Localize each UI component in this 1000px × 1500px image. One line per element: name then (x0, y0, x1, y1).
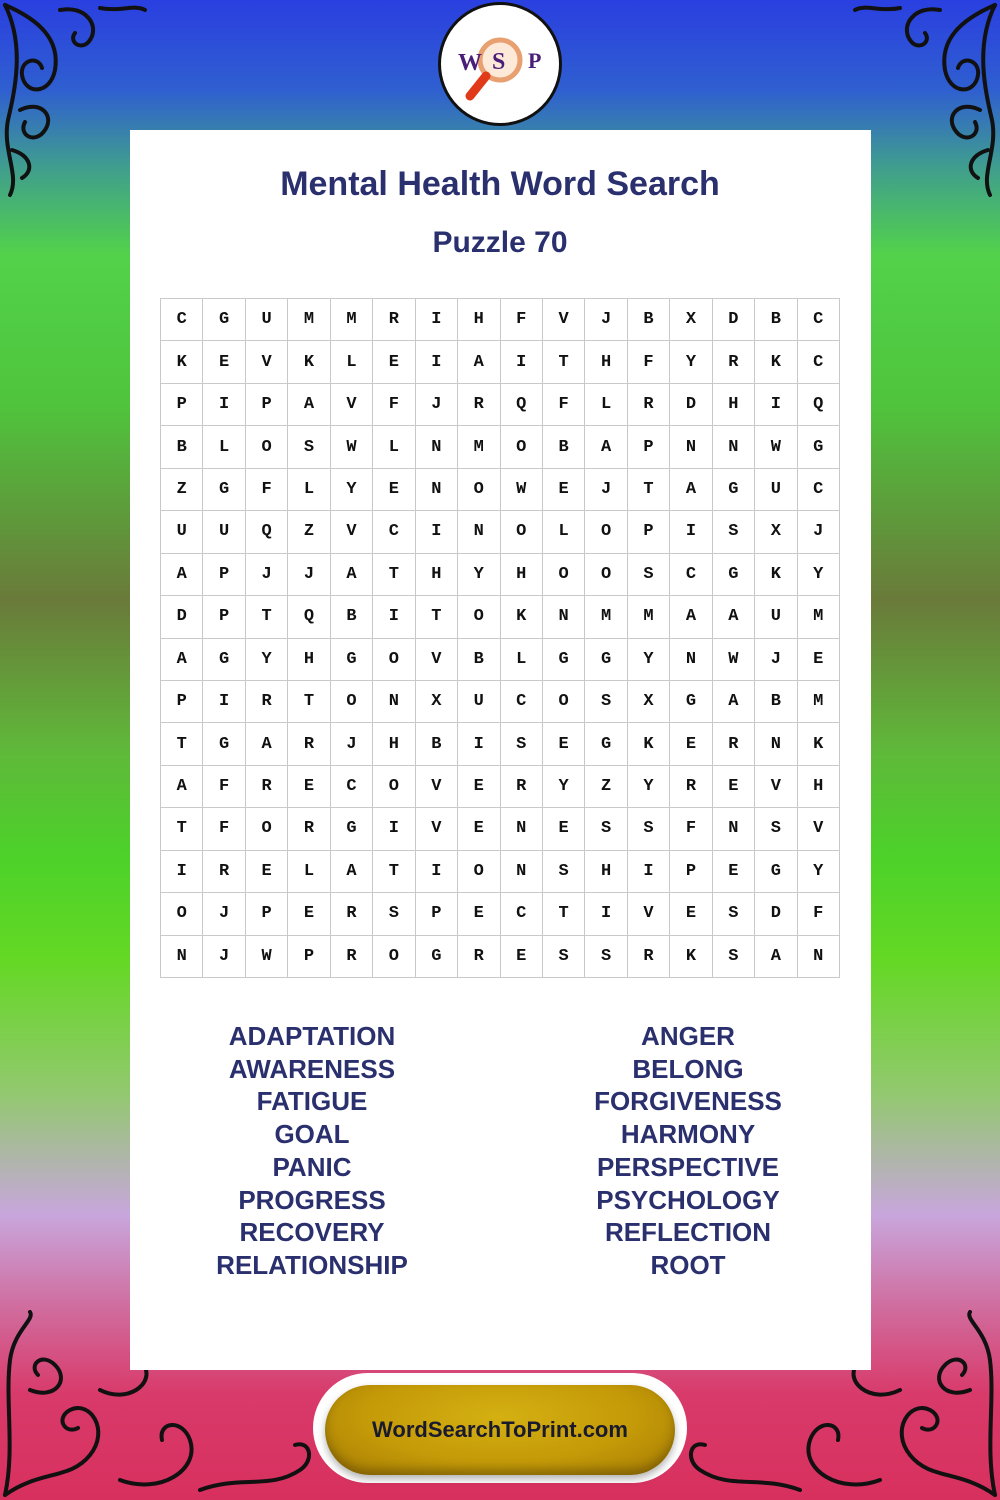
word-item: HARMONY (620, 1119, 756, 1150)
grid-cell[interactable]: Y (246, 639, 288, 681)
grid-cell[interactable]: K (288, 341, 330, 383)
grid-cell[interactable]: O (373, 936, 415, 978)
grid-cell[interactable]: R (458, 384, 500, 426)
grid-cell[interactable]: G (203, 723, 245, 765)
grid-cell[interactable]: P (161, 384, 203, 426)
grid-cell[interactable]: M (798, 596, 840, 638)
grid-cell[interactable]: B (416, 723, 458, 765)
grid-cell[interactable]: R (246, 681, 288, 723)
grid-cell[interactable]: P (288, 936, 330, 978)
grid-cell[interactable]: N (501, 808, 543, 850)
word-item: REFLECTION (604, 1217, 772, 1248)
grid-cell[interactable]: R (501, 766, 543, 808)
grid-cell[interactable]: C (373, 511, 415, 553)
grid-cell[interactable]: O (246, 808, 288, 850)
grid-cell[interactable]: F (670, 808, 712, 850)
grid-cell[interactable]: A (585, 426, 627, 468)
grid-cell[interactable]: A (670, 469, 712, 511)
grid-cell[interactable]: U (458, 681, 500, 723)
grid-cell[interactable]: K (798, 723, 840, 765)
grid-cell[interactable]: L (501, 639, 543, 681)
grid-cell[interactable]: F (543, 384, 585, 426)
grid-cell[interactable]: L (288, 851, 330, 893)
word-item: PERSPECTIVE (596, 1151, 780, 1182)
grid-cell[interactable]: W (331, 426, 373, 468)
grid-cell[interactable]: L (543, 511, 585, 553)
grid-cell[interactable]: I (501, 341, 543, 383)
grid-cell[interactable]: D (713, 299, 755, 341)
grid-cell[interactable]: W (755, 426, 797, 468)
grid-cell[interactable]: H (798, 766, 840, 808)
grid-cell[interactable]: P (416, 893, 458, 935)
grid-cell[interactable]: E (670, 893, 712, 935)
grid-cell[interactable]: D (161, 596, 203, 638)
grid-cell[interactable]: O (373, 639, 415, 681)
grid-cell[interactable]: R (331, 893, 373, 935)
page-title: Mental Health Word Search (280, 165, 720, 203)
grid-cell[interactable]: K (670, 936, 712, 978)
grid-cell[interactable]: J (246, 554, 288, 596)
grid-cell[interactable]: O (373, 766, 415, 808)
word-item: FATIGUE (256, 1086, 368, 1117)
grid-cell[interactable]: N (501, 851, 543, 893)
grid-cell[interactable]: A (161, 766, 203, 808)
grid-cell[interactable]: J (416, 384, 458, 426)
grid-cell[interactable]: F (203, 766, 245, 808)
grid-cell[interactable]: R (628, 936, 670, 978)
grid-cell[interactable]: E (458, 808, 500, 850)
grid-cell[interactable]: S (585, 936, 627, 978)
grid-cell[interactable]: P (246, 384, 288, 426)
grid-cell[interactable]: C (161, 299, 203, 341)
grid-cell[interactable]: E (798, 639, 840, 681)
grid-cell[interactable]: S (628, 808, 670, 850)
grid-cell[interactable]: T (543, 341, 585, 383)
grid-cell[interactable]: S (713, 893, 755, 935)
grid-cell[interactable]: J (798, 511, 840, 553)
grid-cell[interactable]: L (288, 469, 330, 511)
grid-cell[interactable]: S (543, 851, 585, 893)
grid-cell[interactable]: G (543, 639, 585, 681)
grid-cell[interactable]: S (628, 554, 670, 596)
word-item: RELATIONSHIP (216, 1249, 408, 1280)
grid-cell[interactable]: E (246, 851, 288, 893)
grid-cell[interactable]: Q (288, 596, 330, 638)
grid-cell[interactable]: G (670, 681, 712, 723)
grid-cell[interactable]: T (543, 893, 585, 935)
grid-cell[interactable]: E (543, 469, 585, 511)
grid-cell[interactable]: G (585, 639, 627, 681)
grid-cell[interactable]: F (246, 469, 288, 511)
grid-cell[interactable]: W (713, 639, 755, 681)
logo-letter-w: W (458, 50, 482, 76)
word-item: PROGRESS (238, 1184, 386, 1215)
grid-cell[interactable]: P (628, 511, 670, 553)
word-item: ANGER (641, 1021, 735, 1051)
grid-cell[interactable]: E (373, 469, 415, 511)
grid-cell[interactable]: P (161, 681, 203, 723)
grid-cell[interactable]: F (501, 299, 543, 341)
grid-cell[interactable]: V (798, 808, 840, 850)
grid-cell[interactable]: G (585, 723, 627, 765)
grid-cell[interactable]: Y (458, 554, 500, 596)
grid-cell[interactable]: G (416, 936, 458, 978)
grid-cell[interactable]: J (585, 469, 627, 511)
grid-cell[interactable]: O (458, 596, 500, 638)
grid-cell[interactable]: S (373, 893, 415, 935)
grid-cell[interactable]: V (416, 639, 458, 681)
grid-cell[interactable]: H (585, 851, 627, 893)
puzzle-number: Puzzle 70 (432, 226, 568, 259)
grid-cell[interactable]: A (288, 384, 330, 426)
grid-cell[interactable]: H (713, 384, 755, 426)
grid-cell[interactable]: U (755, 596, 797, 638)
grid-cell[interactable]: F (798, 893, 840, 935)
grid-cell[interactable]: A (713, 681, 755, 723)
grid-cell[interactable]: J (288, 554, 330, 596)
grid-cell[interactable]: N (373, 681, 415, 723)
grid-cell[interactable]: I (585, 893, 627, 935)
grid-cell[interactable]: Y (798, 851, 840, 893)
grid-cell[interactable]: B (161, 426, 203, 468)
grid-cell[interactable]: P (203, 596, 245, 638)
letter-grid (160, 298, 840, 978)
grid-cell[interactable]: E (458, 766, 500, 808)
grid-cell[interactable]: Y (543, 766, 585, 808)
grid-cell[interactable]: S (585, 681, 627, 723)
wsp-logo (438, 2, 562, 126)
grid-cell[interactable]: C (798, 341, 840, 383)
grid-cell[interactable]: K (755, 554, 797, 596)
grid-cell[interactable]: I (373, 596, 415, 638)
grid-cell[interactable]: F (203, 808, 245, 850)
grid-cell[interactable]: R (288, 808, 330, 850)
grid-cell[interactable]: I (670, 511, 712, 553)
word-list-right (538, 1020, 838, 1282)
grid-cell[interactable]: V (543, 299, 585, 341)
grid-cell[interactable]: R (288, 723, 330, 765)
site-button[interactable] (325, 1385, 675, 1475)
grid-cell[interactable]: A (331, 851, 373, 893)
grid-cell[interactable]: S (755, 808, 797, 850)
grid-cell[interactable]: O (585, 511, 627, 553)
grid-cell[interactable]: S (585, 808, 627, 850)
grid-cell[interactable]: V (628, 893, 670, 935)
site-url: WordSearchToPrint.com (372, 1417, 628, 1442)
grid-cell[interactable]: H (585, 341, 627, 383)
grid-cell[interactable]: B (458, 639, 500, 681)
word-item: PSYCHOLOGY (596, 1184, 780, 1215)
grid-cell[interactable]: I (416, 341, 458, 383)
grid-cell[interactable]: X (628, 681, 670, 723)
grid-cell[interactable]: G (713, 554, 755, 596)
grid-cell[interactable]: A (713, 596, 755, 638)
grid-cell[interactable]: S (543, 936, 585, 978)
grid-cell[interactable]: I (416, 299, 458, 341)
grid-cell[interactable]: E (670, 723, 712, 765)
grid-cell[interactable]: F (373, 384, 415, 426)
grid-cell[interactable]: I (416, 511, 458, 553)
grid-cell[interactable]: M (798, 681, 840, 723)
grid-cell[interactable]: R (246, 766, 288, 808)
grid-cell[interactable]: B (755, 299, 797, 341)
grid-cell[interactable]: F (628, 341, 670, 383)
grid-cell[interactable]: I (628, 851, 670, 893)
word-item: AWARENESS (228, 1053, 396, 1084)
grid-cell[interactable]: Z (288, 511, 330, 553)
grid-cell[interactable]: M (458, 426, 500, 468)
grid-cell[interactable]: T (628, 469, 670, 511)
grid-cell[interactable]: V (331, 384, 373, 426)
grid-cell[interactable]: R (331, 936, 373, 978)
word-item: GOAL (274, 1119, 350, 1150)
grid-cell[interactable]: G (713, 469, 755, 511)
grid-cell[interactable]: H (501, 554, 543, 596)
word-item: ROOT (650, 1249, 726, 1280)
grid-cell[interactable]: V (755, 766, 797, 808)
word-item: PANIC (272, 1151, 352, 1182)
grid-cell[interactable]: L (203, 426, 245, 468)
grid-cell[interactable]: J (755, 639, 797, 681)
word-item: ADAPTATION (228, 1021, 396, 1051)
grid-cell[interactable]: K (628, 723, 670, 765)
grid-cell[interactable]: H (416, 554, 458, 596)
grid-cell[interactable]: O (543, 554, 585, 596)
grid-cell[interactable]: S (501, 723, 543, 765)
grid-cell[interactable]: V (331, 511, 373, 553)
grid-cell[interactable]: C (501, 681, 543, 723)
grid-cell[interactable]: R (373, 299, 415, 341)
grid-cell[interactable]: I (755, 384, 797, 426)
grid-cell[interactable]: R (458, 936, 500, 978)
grid-cell[interactable]: P (628, 426, 670, 468)
grid-cell[interactable]: E (203, 341, 245, 383)
grid-cell[interactable]: O (246, 426, 288, 468)
word-item: BELONG (632, 1053, 744, 1084)
grid-cell[interactable]: Y (798, 554, 840, 596)
grid-cell[interactable]: E (288, 766, 330, 808)
grid-cell[interactable]: R (203, 851, 245, 893)
grid-cell[interactable]: D (670, 384, 712, 426)
grid-cell[interactable]: V (246, 341, 288, 383)
grid-cell[interactable]: A (246, 723, 288, 765)
grid-cell[interactable]: Q (246, 511, 288, 553)
grid-cell[interactable]: E (543, 723, 585, 765)
grid-cell[interactable]: V (416, 766, 458, 808)
grid-cell[interactable]: N (670, 426, 712, 468)
grid-cell[interactable]: O (331, 681, 373, 723)
grid-cell[interactable]: E (458, 893, 500, 935)
grid-cell[interactable]: T (246, 596, 288, 638)
grid-cell[interactable]: N (713, 426, 755, 468)
grid-cell[interactable]: M (331, 299, 373, 341)
grid-cell[interactable]: A (458, 341, 500, 383)
grid-cell[interactable]: H (288, 639, 330, 681)
grid-cell[interactable]: B (755, 681, 797, 723)
grid-cell[interactable]: N (458, 511, 500, 553)
grid-cell[interactable]: E (288, 893, 330, 935)
grid-cell[interactable]: W (246, 936, 288, 978)
grid-cell[interactable]: Y (331, 469, 373, 511)
grid-cell[interactable]: T (161, 808, 203, 850)
grid-cell[interactable]: G (203, 299, 245, 341)
grid-cell[interactable]: W (501, 469, 543, 511)
magnifier-handle-icon (470, 76, 486, 96)
grid-cell[interactable]: S (713, 511, 755, 553)
grid-cell[interactable]: N (416, 469, 458, 511)
grid-cell[interactable]: I (203, 681, 245, 723)
grid-cell[interactable]: G (203, 639, 245, 681)
grid-cell[interactable]: A (755, 936, 797, 978)
grid-cell[interactable]: C (670, 554, 712, 596)
grid-cell[interactable]: M (288, 299, 330, 341)
grid-cell[interactable]: J (203, 893, 245, 935)
grid-cell[interactable]: B (543, 426, 585, 468)
grid-cell[interactable]: G (203, 469, 245, 511)
grid-cell[interactable]: U (203, 511, 245, 553)
grid-cell[interactable]: G (798, 426, 840, 468)
grid-cell[interactable]: X (755, 511, 797, 553)
grid-cell[interactable]: I (203, 384, 245, 426)
grid-cell[interactable]: Q (798, 384, 840, 426)
grid-cell[interactable]: I (458, 723, 500, 765)
grid-cell[interactable]: I (373, 808, 415, 850)
grid-cell[interactable]: E (543, 808, 585, 850)
grid-cell[interactable]: T (373, 851, 415, 893)
grid-cell[interactable]: C (501, 893, 543, 935)
grid-cell[interactable]: D (755, 893, 797, 935)
grid-cell[interactable]: P (203, 554, 245, 596)
grid-cell[interactable]: O (458, 469, 500, 511)
grid-cell[interactable]: G (331, 808, 373, 850)
grid-cell[interactable]: E (501, 936, 543, 978)
grid-cell[interactable]: O (543, 681, 585, 723)
grid-cell[interactable]: T (288, 681, 330, 723)
word-list-left (162, 1020, 462, 1282)
grid-cell[interactable]: V (416, 808, 458, 850)
grid-cell[interactable]: Y (670, 341, 712, 383)
grid-cell[interactable]: B (331, 596, 373, 638)
grid-cell[interactable]: C (331, 766, 373, 808)
grid-cell[interactable]: X (416, 681, 458, 723)
grid-cell[interactable]: R (628, 384, 670, 426)
grid-cell[interactable]: L (585, 384, 627, 426)
grid-cell[interactable]: Q (501, 384, 543, 426)
grid-cell[interactable]: O (585, 554, 627, 596)
grid-cell[interactable]: Z (585, 766, 627, 808)
grid-cell[interactable]: S (288, 426, 330, 468)
grid-cell[interactable]: E (713, 851, 755, 893)
grid-cell[interactable]: T (373, 554, 415, 596)
grid-cell[interactable]: A (161, 554, 203, 596)
grid-cell[interactable]: H (373, 723, 415, 765)
grid-cell[interactable]: M (585, 596, 627, 638)
grid-cell[interactable]: R (670, 766, 712, 808)
grid-cell[interactable]: K (501, 596, 543, 638)
grid-cell[interactable]: N (798, 936, 840, 978)
grid-cell[interactable]: R (713, 723, 755, 765)
grid-cell[interactable]: A (670, 596, 712, 638)
grid-cell[interactable]: J (585, 299, 627, 341)
grid-cell[interactable]: N (416, 426, 458, 468)
grid-cell[interactable]: O (161, 893, 203, 935)
word-item: RECOVERY (239, 1217, 385, 1248)
grid-cell[interactable]: R (713, 341, 755, 383)
grid-cell[interactable]: U (246, 299, 288, 341)
grid-cell[interactable]: Y (628, 766, 670, 808)
grid-cell[interactable]: E (373, 341, 415, 383)
grid-cell[interactable]: Y (628, 639, 670, 681)
grid-cell[interactable]: J (203, 936, 245, 978)
grid-cell[interactable]: U (161, 511, 203, 553)
logo-letter-s: S (492, 49, 506, 75)
grid-cell[interactable]: I (416, 851, 458, 893)
word-item: FORGIVENESS (594, 1086, 782, 1117)
grid-cell[interactable]: C (798, 299, 840, 341)
grid-cell[interactable]: H (458, 299, 500, 341)
grid-cell[interactable]: B (628, 299, 670, 341)
logo-letter-p: P (528, 48, 542, 73)
grid-cell[interactable]: P (246, 893, 288, 935)
grid-cell[interactable]: O (501, 511, 543, 553)
grid-cell[interactable]: O (458, 851, 500, 893)
grid-cell[interactable]: N (543, 596, 585, 638)
grid-cell[interactable]: K (755, 341, 797, 383)
grid-cell[interactable]: N (670, 639, 712, 681)
grid-cell[interactable]: G (331, 639, 373, 681)
grid-cell[interactable]: N (713, 808, 755, 850)
grid-cell[interactable]: A (331, 554, 373, 596)
grid-cell[interactable]: L (331, 341, 373, 383)
grid-cell[interactable]: O (501, 426, 543, 468)
grid-cell[interactable]: Z (161, 469, 203, 511)
grid-cell[interactable]: S (713, 936, 755, 978)
grid-cell[interactable]: E (713, 766, 755, 808)
grid-cell[interactable]: J (331, 723, 373, 765)
grid-cell[interactable]: N (161, 936, 203, 978)
grid-cell[interactable]: G (755, 851, 797, 893)
grid-cell[interactable]: U (755, 469, 797, 511)
grid-cell[interactable]: A (161, 639, 203, 681)
grid-cell[interactable]: P (670, 851, 712, 893)
grid-cell[interactable]: K (161, 341, 203, 383)
grid-cell[interactable]: M (628, 596, 670, 638)
grid-cell[interactable]: C (798, 469, 840, 511)
grid-cell[interactable]: T (416, 596, 458, 638)
grid-cell[interactable]: X (670, 299, 712, 341)
grid-cell[interactable]: N (755, 723, 797, 765)
grid-cell[interactable]: L (373, 426, 415, 468)
grid-cell[interactable]: T (161, 723, 203, 765)
grid-cell[interactable]: I (161, 851, 203, 893)
